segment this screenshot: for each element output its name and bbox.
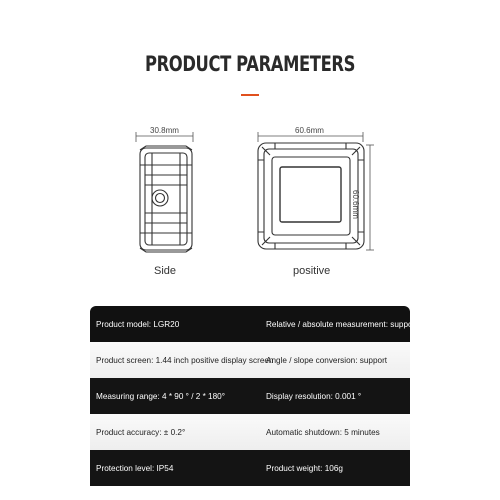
parameter-row	[90, 342, 410, 378]
device-side-view	[140, 146, 192, 252]
parameter-right: Relative / absolute measurement: support	[266, 319, 418, 329]
parameter-left: Product model: LGR20	[96, 319, 180, 329]
side-caption: Side	[154, 265, 177, 277]
parameter-row	[90, 306, 418, 342]
parameter-row	[90, 378, 410, 414]
parameter-right: Automatic shutdown: 5 minutes	[266, 427, 380, 437]
parameter-row	[90, 414, 410, 450]
side-width-label: 30.8mm	[150, 126, 179, 135]
parameter-row	[90, 450, 410, 486]
front-width-label: 60.6mm	[295, 126, 324, 135]
parameter-left: Product accuracy: ± 0.2°	[96, 427, 186, 437]
parameter-left: Protection level: IP54	[96, 463, 174, 473]
parameter-left: Measuring range: 4 * 90 ° / 2 * 180°	[96, 391, 225, 401]
parameter-right: Angle / slope conversion: support	[266, 355, 388, 365]
front-height-label: 60.6mm	[351, 190, 360, 219]
device-front-view	[258, 143, 364, 249]
parameter-right: Product weight: 106g	[266, 463, 343, 473]
front-caption: positive	[293, 265, 331, 277]
page-title: PRODUCT PARAMETERS	[144, 52, 356, 76]
parameter-right: Display resolution: 0.001 °	[266, 391, 362, 401]
parameter-left: Product screen: 1.44 inch positive display screen	[96, 355, 274, 365]
